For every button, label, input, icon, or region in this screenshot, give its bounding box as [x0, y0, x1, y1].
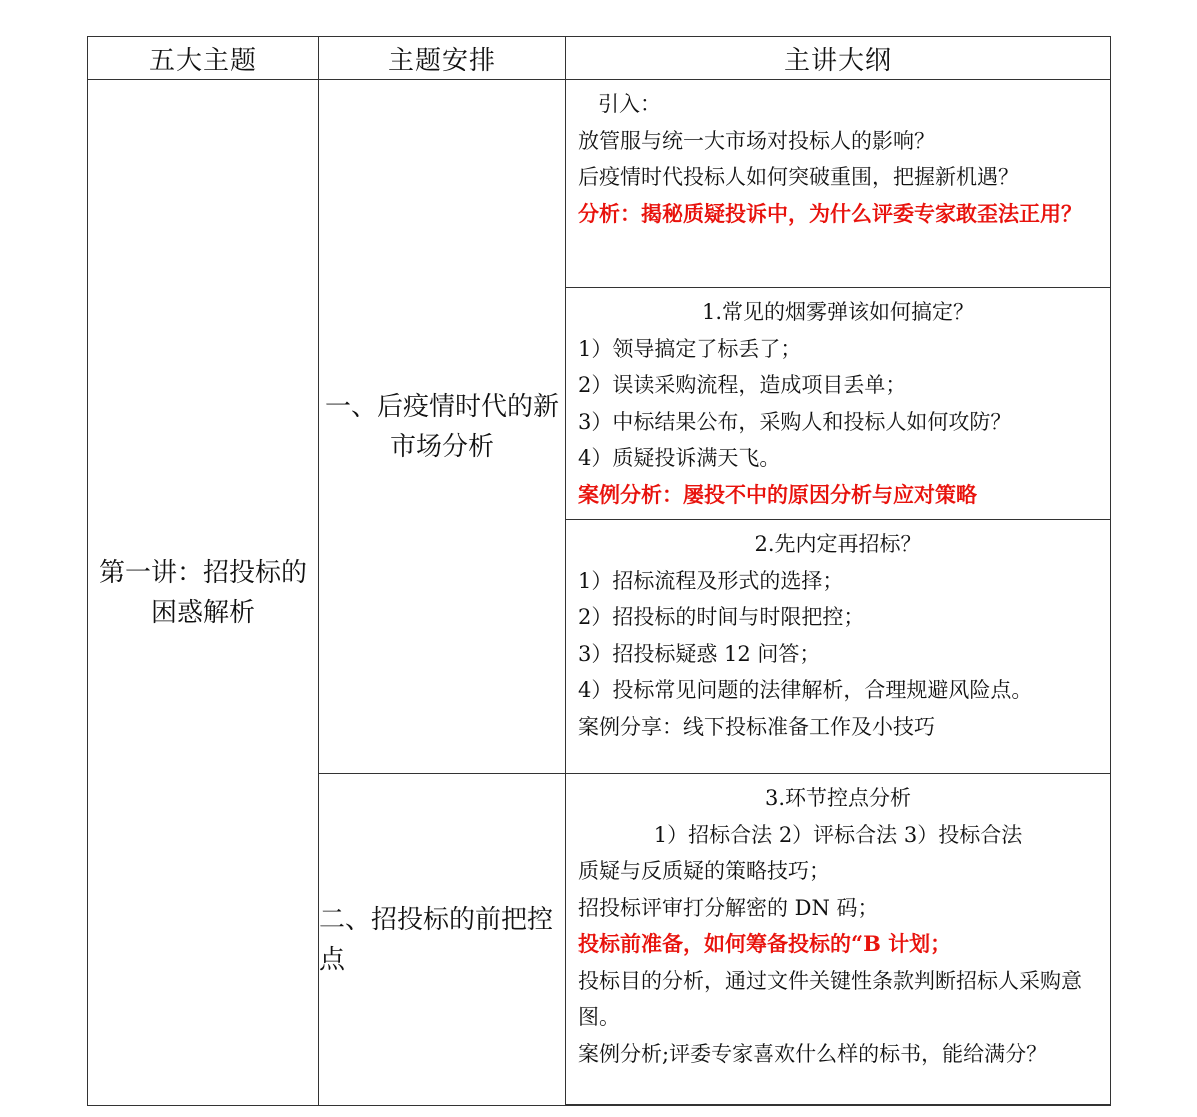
section2-item: 1）招标流程及形式的选择；	[578, 568, 844, 593]
intro-line: 放管服与统一大市场对投标人的影响？	[578, 128, 935, 153]
theme-text: 第一讲：招投标的困惑解析	[98, 557, 307, 628]
intro-line: 后疫情时代投标人如何突破重围，把握新机遇？	[578, 165, 1019, 189]
header-arrangement: 主题安排	[319, 37, 566, 80]
section2-item: 4）投标常见问题的法律解析，合理规避风险点。	[578, 678, 1033, 702]
section3-subtitle: 1）招标合法 2）评标合法 3）投标合法	[653, 822, 1023, 847]
arrangement-2-cell	[319, 774, 566, 1106]
section3-line: 投标目的分析，通过文件关键性条款判断招标人采购意图。	[578, 968, 1082, 1029]
intro-cell	[566, 80, 1111, 288]
intro-highlight: 分析：揭秘质疑投诉中，为什么评委专家敢歪法正用？	[578, 200, 1082, 226]
arrangement-1-text: 一、后疫情时代的新市场分析	[324, 391, 559, 462]
section1-cell	[566, 288, 1111, 520]
arrangement-2-text: 二、招投标的前把控点	[319, 904, 554, 975]
spacer-cell	[566, 1105, 1111, 1106]
header-row	[88, 37, 1111, 80]
section2-title: 2.先内定再招标？	[754, 532, 922, 556]
section2-item: 2）招投标的时间与时限把控；	[578, 605, 865, 629]
course-outline-table	[87, 36, 1111, 1106]
section1-item: 4）质疑投诉满天飞。	[578, 446, 781, 470]
section3-title: 3.环节控点分析	[764, 786, 912, 810]
arrangement-1-cell	[319, 80, 566, 774]
section2-cell	[566, 520, 1111, 774]
section1-item: 1）领导搞定了标丢了；	[578, 336, 802, 361]
section1-title: 1.常见的烟雾弹该如何搞定？	[701, 300, 975, 324]
header-themes: 五大主题	[88, 37, 319, 80]
section3-line: 质疑与反质疑的策略技巧；	[578, 859, 830, 883]
section1-item: 3）中标结果公布，采购人和投标人如何攻防？	[578, 409, 1012, 434]
section3-highlight: 投标前准备，如何筹备投标的“B 计划；	[578, 931, 952, 956]
section1-highlight: 案例分析：屡投不中的原因分析与应对策略	[578, 481, 977, 507]
section3-cell	[566, 774, 1111, 1105]
section1-item: 2）误读采购流程，造成项目丢单；	[578, 373, 907, 397]
section3-line: 招投标评审打分解密的 DN 码；	[578, 895, 879, 920]
section2-item: 3）招投标疑惑 12 问答；	[578, 641, 821, 666]
section2-footer: 案例分享：线下投标准备工作及小技巧	[578, 714, 935, 739]
header-outline: 主讲大纲	[566, 37, 1111, 80]
intro-title: 引入：	[598, 92, 661, 116]
section3-line: 案例分析;评委专家喜欢什么样的标书，能给满分？	[578, 1041, 1048, 1066]
theme-cell	[88, 80, 319, 1106]
